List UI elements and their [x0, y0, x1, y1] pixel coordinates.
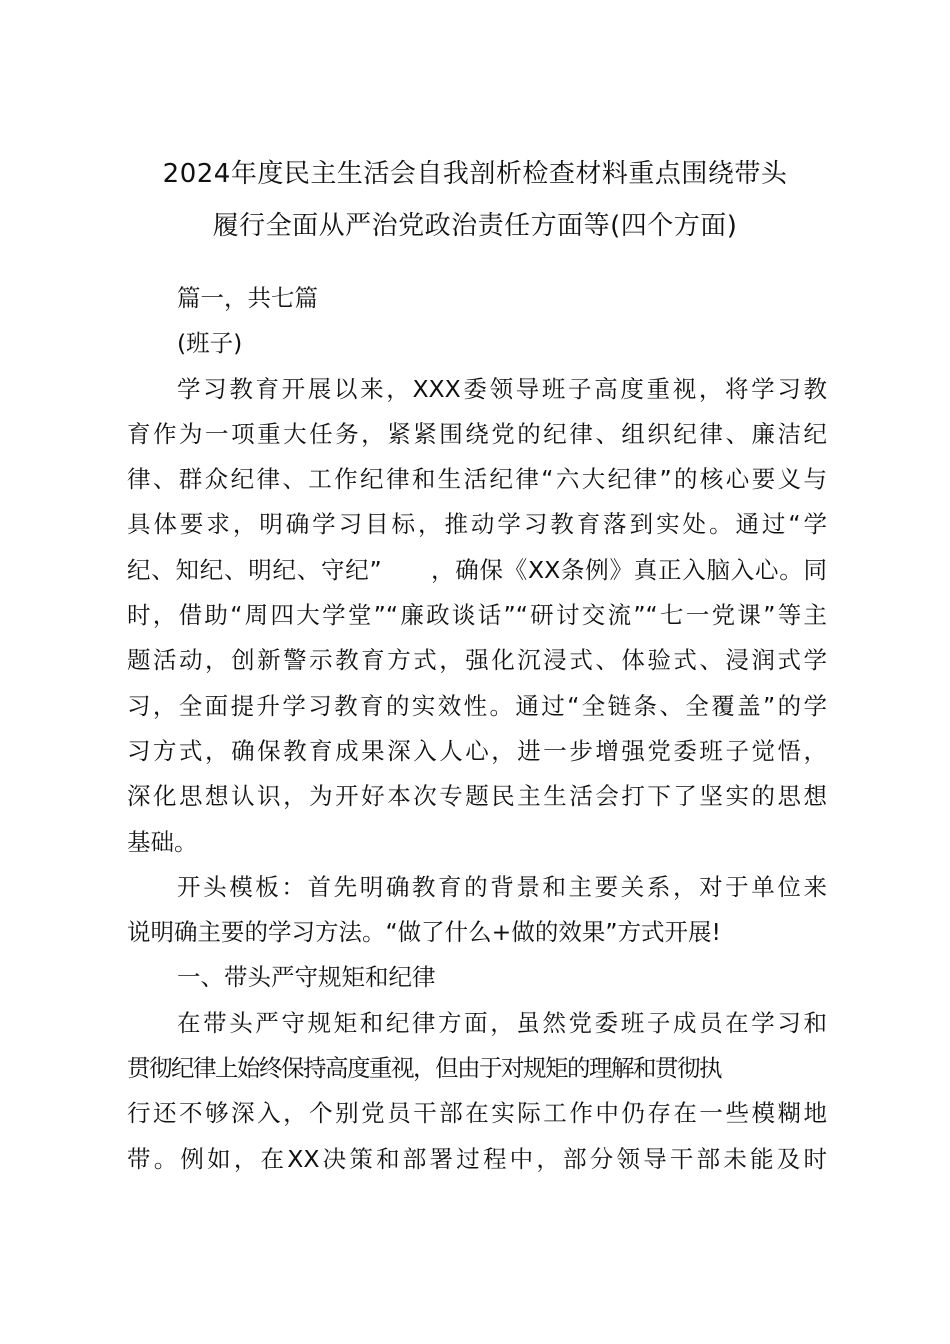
paragraph-line: 贯彻纪律上始终保持高度重视，但由于对规矩的理解和贯彻执 — [127, 1054, 721, 1083]
paragraph-line: 习方式，确保教育成果深入人心，进一步增强党委班子觉悟， — [127, 736, 827, 765]
document-title — [120, 148, 830, 252]
paragraph-line: 习，全面提升学习教育的实效性。通过“全链条、全覆盖”的学 — [127, 691, 827, 720]
paragraph-line: 开头模板：首先明确教育的背景和主要关系，对于单位来 — [177, 872, 827, 901]
paragraph-line: 纪、知纪、明纪、守纪” ，确保《XX条例》真正入脑入心。同 — [127, 555, 827, 584]
paragraph-line: 深化思想认识，为开好本次专题民主生活会打下了坚实的思想 — [127, 782, 827, 811]
sub-label: (班子) — [177, 329, 243, 358]
paragraph-template-note — [127, 865, 827, 956]
paragraph-line: 题活动，创新警示教育方式，强化沉浸式、体验式、浸润式学 — [127, 646, 827, 675]
paragraph-discipline — [127, 1001, 827, 1182]
document-body — [127, 276, 827, 1182]
section-label: 篇一，共七篇 — [177, 284, 318, 312]
paragraph-line: 具体要求，明确学习目标，推动学习教育落到实处。通过“学 — [127, 510, 827, 539]
paragraph-line: 行还不够深入，个别党员干部在实际工作中仍存在一些模糊地 — [127, 1099, 827, 1128]
paragraph-intro — [127, 367, 827, 865]
paragraph-line: 在带头严守规矩和纪律方面，虽然党委班子成员在学习和 — [177, 1008, 827, 1037]
paragraph-line: 学习教育开展以来，XXX委领导班子高度重视，将学习教 — [177, 374, 827, 403]
paragraph-line: 律、群众纪律、工作纪律和生活纪律“六大纪律”的核心要义与 — [127, 465, 827, 494]
title-line-2: 履行全面从严治党政治责任方面等(四个方面) — [212, 211, 738, 241]
paragraph-line: 带。例如，在XX决策和部署过程中，部分领导干部未能及时 — [127, 1144, 827, 1173]
paragraph-line: 基础。 — [127, 827, 198, 856]
paragraph-line: 育作为一项重大任务，紧紧围绕党的纪律、组织纪律、廉洁纪 — [127, 419, 827, 448]
title-line-1: 2024年度民主生活会自我剖析检查材料重点围绕带头 — [162, 159, 788, 189]
paragraph-line: 时，借助“周四大学堂”“廉政谈话”“研讨交流”“七一党课”等主 — [127, 601, 827, 630]
paragraph-line: 说明确主要的学习方法。“做了什么+做的效果”方式开展! — [127, 918, 721, 947]
section-heading-1: 一、带头严守规矩和纪律 — [177, 963, 436, 992]
